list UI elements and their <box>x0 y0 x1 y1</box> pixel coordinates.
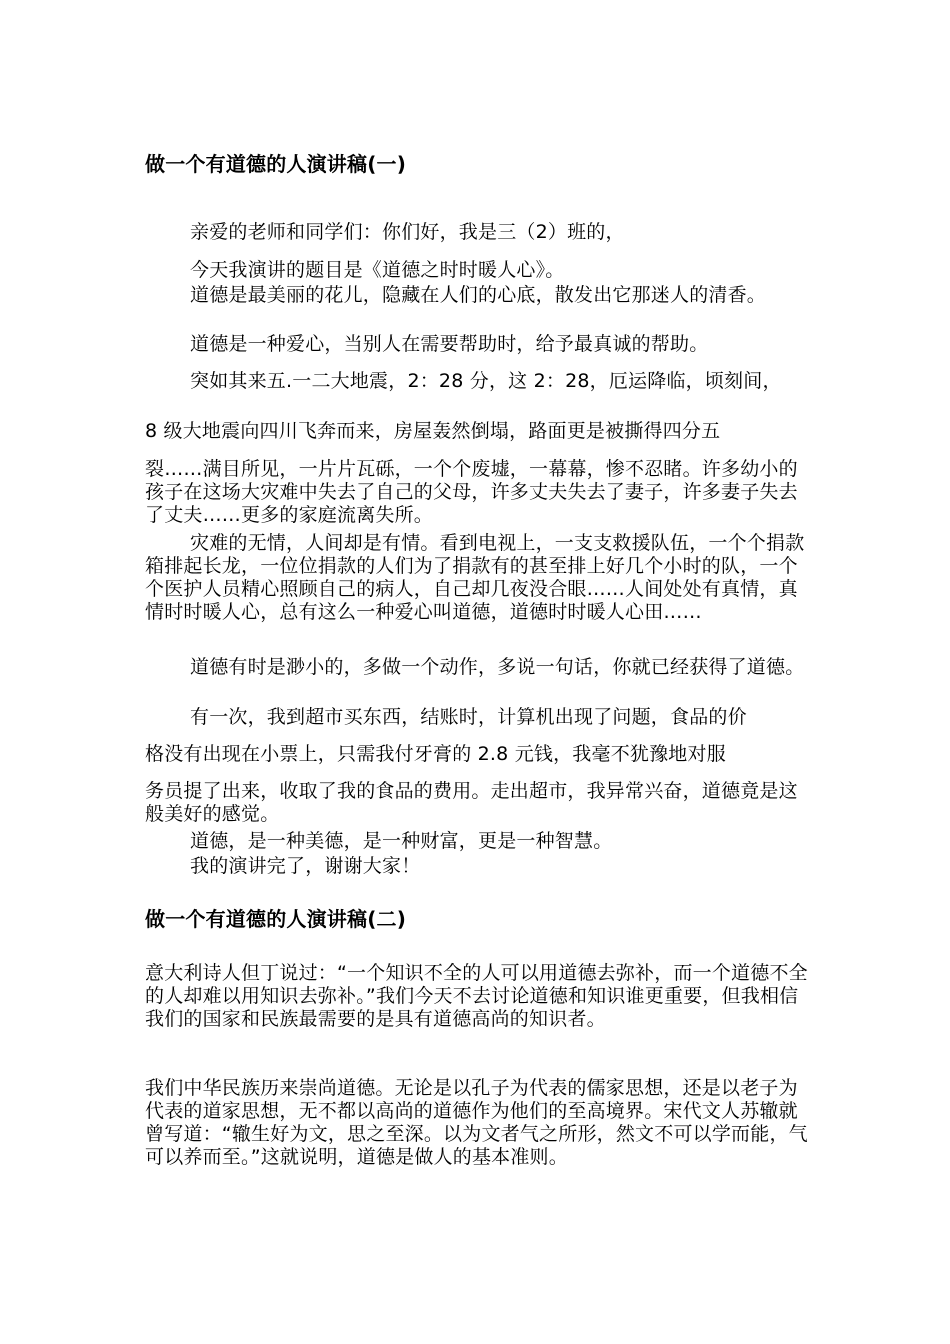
section-1-title: 做一个有道德的人演讲稿(一) <box>145 152 407 176</box>
paragraph: 道德是一种爱心，当别人在需要帮助时，给予最真诚的帮助。 <box>190 333 709 355</box>
paragraph: 裂……满目所见，一片片瓦砾，一个个废墟，一幕幕，惨不忍睹。许多幼小的孩子在这场大灾难中失去了自己的父母，许多丈夫失去了妻子，许多妻子失去了丈夫……更多的家庭流离失所。 <box>145 458 798 526</box>
paragraph: 亲爱的老师和同学们：你们好，我是三（2）班的， <box>190 221 625 243</box>
paragraph: 灾难的无情，人间却是有情。看到电视上，一支支救援队伍，一个个捐款箱排起长龙，一位位捐款的人们为了捐款有的甚至排上好几个小时的队，一个个医护人员精心照顾自己的病人，自己却几夜没合眼……人间处处有真情，真情时时暖人心，总有这么一种爱心叫道德，道德时时暖人心田…… <box>145 532 805 623</box>
paragraph: 务员提了出来，收取了我的食品的费用。走出超市，我异常兴奋，道德竟是这般美好的感觉。 <box>145 780 798 825</box>
paragraph: 格没有出现在小票上，只需我付牙膏的 2.8 元钱，我毫不犹豫地对服 <box>145 743 726 765</box>
paragraph: 有一次，我到超市买东西，结账时，计算机出现了问题，食品的价 <box>190 706 747 728</box>
paragraph: 我的演讲完了，谢谢大家！ <box>190 855 421 877</box>
paragraph: 意大利诗人但丁说过：“一个知识不全的人可以用道德去弥补，而一个道德不全的人却难以用知识去弥补。”我们今天不去讨论道德和知识谁更重要，但我相信我们的国家和民族最需要的是具有道德高尚的知识者。 <box>145 962 808 1030</box>
paragraph: 道德有时是渺小的，多做一个动作，多说一句话，你就已经获得了道德。 <box>190 656 805 678</box>
paragraph: 我们中华民族历来崇尚道德。无论是以孔子为代表的儒家思想，还是以老子为代表的道家思想，无不都以高尚的道德作为他们的至高境界。宋代文人苏辙就曾写道：“辙生好为文，思之至深。以为文者气之所形，然文不可以学而能，气可以养而至。”这就说明，道德是做人的基本准则。 <box>145 1077 808 1168</box>
paragraph: 今天我演讲的题目是《道德之时时暖人心》。 <box>190 259 565 281</box>
section-2-title: 做一个有道德的人演讲稿(二) <box>145 907 407 931</box>
paragraph: 突如其来五.一二大地震，2：28 分，这 2：28，厄运降临，顷刻间， <box>190 370 782 392</box>
paragraph: 道德，是一种美德，是一种财富，更是一种智慧。 <box>190 830 613 852</box>
paragraph: 道德是最美丽的花儿，隐藏在人们的心底，散发出它那迷人的清香。 <box>190 284 767 306</box>
paragraph: 8 级大地震向四川飞奔而来，房屋轰然倒塌，路面更是被撕得四分五 <box>145 420 721 442</box>
